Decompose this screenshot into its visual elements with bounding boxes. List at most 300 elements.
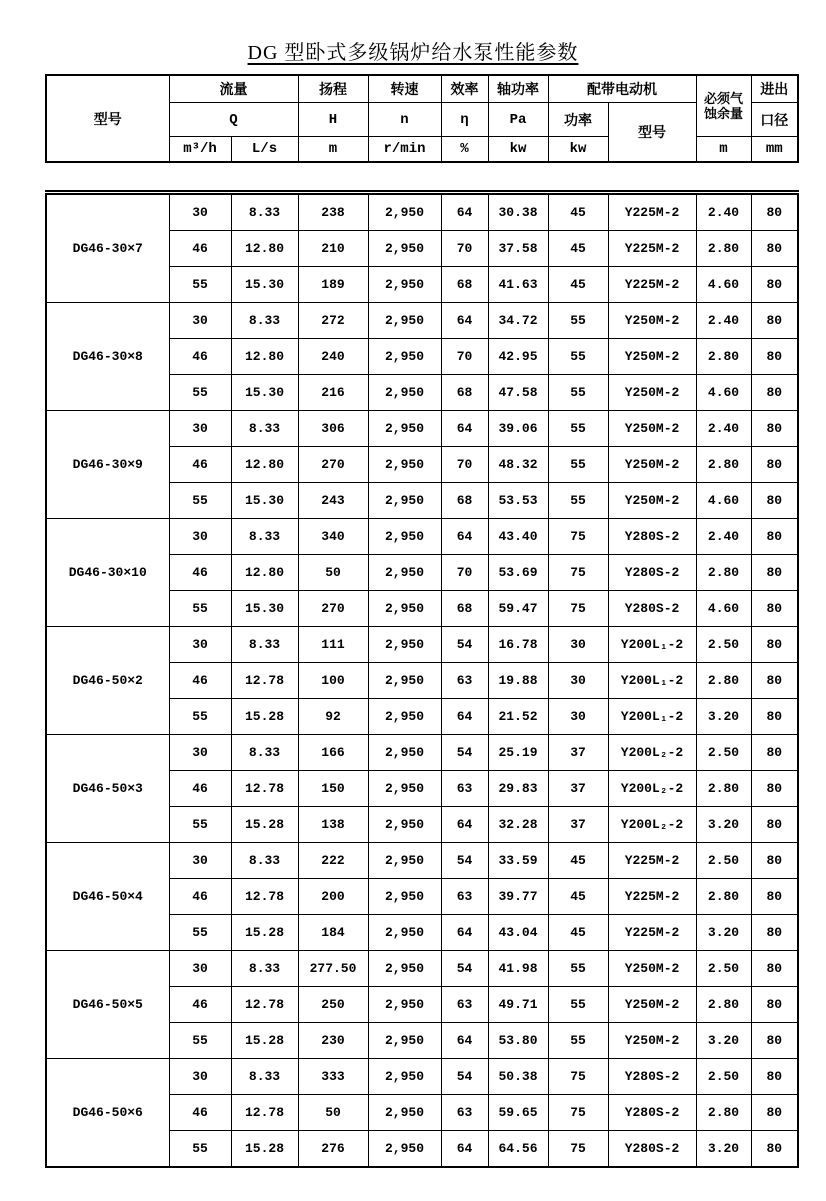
pump-model-cell: DG46-50×3 [46, 735, 169, 843]
head-cell: 277.50 [298, 951, 368, 987]
flow-ls-cell: 12.80 [231, 555, 298, 591]
port-diameter-cell: 80 [751, 411, 798, 447]
port-diameter-cell: 80 [751, 519, 798, 555]
npsh-cell: 2.80 [696, 339, 751, 375]
head-cell: 184 [298, 915, 368, 951]
port-diameter-cell: 80 [751, 1131, 798, 1168]
shaft-power-cell: 21.52 [488, 699, 548, 735]
head-cell: 50 [298, 1095, 368, 1131]
motor-power-cell: 55 [548, 411, 608, 447]
flow-ls-cell: 8.33 [231, 411, 298, 447]
motor-model-cell: Y280S-2 [608, 1131, 696, 1168]
motor-model-cell: Y250M-2 [608, 447, 696, 483]
header-unit-m3h: m³/h [169, 137, 231, 163]
motor-model-cell: Y200L₁-2 [608, 627, 696, 663]
motor-power-cell: 55 [548, 483, 608, 519]
flow-ls-cell: 12.78 [231, 879, 298, 915]
speed-cell: 2,950 [368, 193, 441, 231]
npsh-cell: 3.20 [696, 1131, 751, 1168]
flow-ls-cell: 15.28 [231, 807, 298, 843]
speed-cell: 2,950 [368, 483, 441, 519]
flow-ls-cell: 12.80 [231, 339, 298, 375]
efficiency-cell: 64 [441, 1023, 488, 1059]
pump-spec-body-table [45, 190, 799, 1168]
efficiency-cell: 54 [441, 951, 488, 987]
motor-model-cell: Y280S-2 [608, 1059, 696, 1095]
flow-m3h-cell: 55 [169, 915, 231, 951]
port-diameter-cell: 80 [751, 663, 798, 699]
motor-power-cell: 55 [548, 1023, 608, 1059]
speed-cell: 2,950 [368, 735, 441, 771]
npsh-cell: 2.40 [696, 519, 751, 555]
header-unit-npsh-m: m [696, 137, 751, 163]
port-diameter-cell: 80 [751, 303, 798, 339]
shaft-power-cell: 33.59 [488, 843, 548, 879]
motor-power-cell: 55 [548, 447, 608, 483]
head-cell: 111 [298, 627, 368, 663]
npsh-cell: 2.80 [696, 987, 751, 1023]
shaft-power-cell: 41.98 [488, 951, 548, 987]
header-head: 扬程 [298, 75, 368, 103]
motor-model-cell: Y250M-2 [608, 987, 696, 1023]
table-row [46, 519, 798, 555]
page-title: DG 型卧式多级锅炉给水泵性能参数 [247, 42, 579, 64]
speed-cell: 2,950 [368, 1095, 441, 1131]
header-unit-percent: % [441, 137, 488, 163]
motor-model-cell: Y250M-2 [608, 483, 696, 519]
flow-m3h-cell: 46 [169, 447, 231, 483]
efficiency-cell: 68 [441, 483, 488, 519]
shaft-power-cell: 25.19 [488, 735, 548, 771]
speed-cell: 2,950 [368, 807, 441, 843]
motor-model-cell: Y225M-2 [608, 915, 696, 951]
header-pump-model: 型号 [46, 75, 169, 162]
flow-ls-cell: 15.30 [231, 591, 298, 627]
motor-model-cell: Y250M-2 [608, 951, 696, 987]
flow-m3h-cell: 30 [169, 519, 231, 555]
flow-m3h-cell: 55 [169, 1131, 231, 1168]
motor-model-cell: Y225M-2 [608, 193, 696, 231]
flow-m3h-cell: 55 [169, 1023, 231, 1059]
efficiency-cell: 54 [441, 627, 488, 663]
motor-power-cell: 30 [548, 699, 608, 735]
pump-model-cell: DG46-30×7 [46, 193, 169, 303]
flow-m3h-cell: 46 [169, 1095, 231, 1131]
motor-model-cell: Y225M-2 [608, 267, 696, 303]
npsh-cell: 2.80 [696, 879, 751, 915]
efficiency-cell: 68 [441, 591, 488, 627]
speed-cell: 2,950 [368, 303, 441, 339]
shaft-power-cell: 64.56 [488, 1131, 548, 1168]
motor-power-cell: 75 [548, 1059, 608, 1095]
shaft-power-cell: 41.63 [488, 267, 548, 303]
header-unit-head-m: m [298, 137, 368, 163]
motor-model-cell: Y250M-2 [608, 411, 696, 447]
head-cell: 276 [298, 1131, 368, 1168]
flow-ls-cell: 15.28 [231, 915, 298, 951]
speed-cell: 2,950 [368, 267, 441, 303]
head-cell: 50 [298, 555, 368, 591]
shaft-power-cell: 39.06 [488, 411, 548, 447]
shaft-power-cell: 48.32 [488, 447, 548, 483]
head-cell: 100 [298, 663, 368, 699]
flow-ls-cell: 12.80 [231, 447, 298, 483]
shaft-power-cell: 50.38 [488, 1059, 548, 1095]
efficiency-cell: 68 [441, 375, 488, 411]
efficiency-cell: 63 [441, 987, 488, 1023]
port-diameter-cell: 80 [751, 231, 798, 267]
motor-model-cell: Y280S-2 [608, 555, 696, 591]
motor-power-cell: 45 [548, 843, 608, 879]
port-diameter-cell: 80 [751, 627, 798, 663]
head-cell: 272 [298, 303, 368, 339]
efficiency-cell: 64 [441, 193, 488, 231]
efficiency-cell: 63 [441, 879, 488, 915]
efficiency-cell: 54 [441, 843, 488, 879]
head-cell: 270 [298, 447, 368, 483]
port-diameter-cell: 80 [751, 375, 798, 411]
flow-m3h-cell: 30 [169, 303, 231, 339]
shaft-power-cell: 47.58 [488, 375, 548, 411]
head-cell: 166 [298, 735, 368, 771]
header-unit-rmin: r/min [368, 137, 441, 163]
table-row [46, 843, 798, 879]
flow-m3h-cell: 30 [169, 1059, 231, 1095]
pump-table-body [46, 193, 798, 1168]
motor-model-cell: Y225M-2 [608, 231, 696, 267]
npsh-cell: 2.40 [696, 193, 751, 231]
motor-model-cell: Y225M-2 [608, 879, 696, 915]
efficiency-cell: 64 [441, 807, 488, 843]
flow-ls-cell: 15.28 [231, 1131, 298, 1168]
flow-m3h-cell: 30 [169, 627, 231, 663]
head-cell: 340 [298, 519, 368, 555]
motor-model-cell: Y250M-2 [608, 1023, 696, 1059]
npsh-cell: 3.20 [696, 915, 751, 951]
motor-power-cell: 75 [548, 591, 608, 627]
motor-model-cell: Y200L₂-2 [608, 735, 696, 771]
motor-model-cell: Y200L₂-2 [608, 771, 696, 807]
speed-cell: 2,950 [368, 771, 441, 807]
npsh-cell: 2.50 [696, 735, 751, 771]
flow-m3h-cell: 30 [169, 411, 231, 447]
speed-cell: 2,950 [368, 375, 441, 411]
flow-m3h-cell: 46 [169, 555, 231, 591]
flow-m3h-cell: 46 [169, 987, 231, 1023]
header-head-symbol: H [298, 103, 368, 137]
header-row-1 [46, 75, 798, 103]
npsh-cell: 2.40 [696, 411, 751, 447]
motor-model-cell: Y250M-2 [608, 375, 696, 411]
head-cell: 216 [298, 375, 368, 411]
motor-power-cell: 30 [548, 627, 608, 663]
head-cell: 189 [298, 267, 368, 303]
head-cell: 238 [298, 193, 368, 231]
flow-ls-cell: 12.78 [231, 1095, 298, 1131]
efficiency-cell: 64 [441, 699, 488, 735]
header-speed: 转速 [368, 75, 441, 103]
npsh-cell: 2.80 [696, 771, 751, 807]
head-cell: 333 [298, 1059, 368, 1095]
motor-power-cell: 30 [548, 663, 608, 699]
header-unit-motor-kw: kw [548, 137, 608, 163]
efficiency-cell: 64 [441, 411, 488, 447]
flow-m3h-cell: 46 [169, 771, 231, 807]
flow-m3h-cell: 55 [169, 591, 231, 627]
header-motor: 配带电动机 [548, 75, 696, 103]
speed-cell: 2,950 [368, 627, 441, 663]
motor-power-cell: 75 [548, 1095, 608, 1131]
port-diameter-cell: 80 [751, 267, 798, 303]
efficiency-cell: 68 [441, 267, 488, 303]
motor-power-cell: 75 [548, 1131, 608, 1168]
flow-m3h-cell: 30 [169, 951, 231, 987]
motor-power-cell: 37 [548, 735, 608, 771]
efficiency-cell: 70 [441, 555, 488, 591]
speed-cell: 2,950 [368, 591, 441, 627]
port-diameter-cell: 80 [751, 483, 798, 519]
efficiency-cell: 70 [441, 231, 488, 267]
motor-model-cell: Y280S-2 [608, 1095, 696, 1131]
npsh-cell: 4.60 [696, 267, 751, 303]
shaft-power-cell: 53.80 [488, 1023, 548, 1059]
efficiency-cell: 64 [441, 519, 488, 555]
flow-m3h-cell: 55 [169, 375, 231, 411]
shaft-power-cell: 59.47 [488, 591, 548, 627]
npsh-cell: 2.80 [696, 231, 751, 267]
port-diameter-cell: 80 [751, 193, 798, 231]
flow-ls-cell: 12.78 [231, 663, 298, 699]
flow-ls-cell: 8.33 [231, 193, 298, 231]
efficiency-cell: 70 [441, 447, 488, 483]
shaft-power-cell: 49.71 [488, 987, 548, 1023]
table-row [46, 193, 798, 231]
flow-ls-cell: 8.33 [231, 951, 298, 987]
npsh-cell: 3.20 [696, 1023, 751, 1059]
motor-power-cell: 45 [548, 915, 608, 951]
efficiency-cell: 63 [441, 663, 488, 699]
head-cell: 306 [298, 411, 368, 447]
header-motor-power: 功率 [548, 103, 608, 137]
npsh-cell: 2.50 [696, 1059, 751, 1095]
npsh-cell: 4.60 [696, 591, 751, 627]
port-diameter-cell: 80 [751, 771, 798, 807]
header-port-line2: 口径 [751, 103, 798, 137]
motor-power-cell: 55 [548, 339, 608, 375]
motor-model-cell: Y225M-2 [608, 843, 696, 879]
head-cell: 250 [298, 987, 368, 1023]
shaft-power-cell: 59.65 [488, 1095, 548, 1131]
pump-model-cell: DG46-30×9 [46, 411, 169, 519]
npsh-cell: 2.80 [696, 555, 751, 591]
flow-m3h-cell: 46 [169, 339, 231, 375]
head-cell: 150 [298, 771, 368, 807]
efficiency-cell: 63 [441, 771, 488, 807]
header-npsh [696, 75, 751, 137]
speed-cell: 2,950 [368, 1023, 441, 1059]
pump-model-cell: DG46-30×8 [46, 303, 169, 411]
flow-ls-cell: 12.78 [231, 771, 298, 807]
header-flow-symbol: Q [169, 103, 298, 137]
port-diameter-cell: 80 [751, 1059, 798, 1095]
header-shaft-power: 轴功率 [488, 75, 548, 103]
port-diameter-cell: 80 [751, 987, 798, 1023]
motor-power-cell: 37 [548, 807, 608, 843]
speed-cell: 2,950 [368, 663, 441, 699]
motor-power-cell: 55 [548, 951, 608, 987]
shaft-power-cell: 34.72 [488, 303, 548, 339]
efficiency-cell: 64 [441, 303, 488, 339]
shaft-power-cell: 39.77 [488, 879, 548, 915]
port-diameter-cell: 80 [751, 447, 798, 483]
flow-m3h-cell: 46 [169, 663, 231, 699]
speed-cell: 2,950 [368, 555, 441, 591]
flow-ls-cell: 15.30 [231, 483, 298, 519]
speed-cell: 2,950 [368, 879, 441, 915]
shaft-power-cell: 43.40 [488, 519, 548, 555]
header-speed-symbol: n [368, 103, 441, 137]
flow-ls-cell: 15.28 [231, 1023, 298, 1059]
flow-ls-cell: 15.30 [231, 375, 298, 411]
speed-cell: 2,950 [368, 1131, 441, 1168]
head-cell: 230 [298, 1023, 368, 1059]
port-diameter-cell: 80 [751, 879, 798, 915]
motor-power-cell: 37 [548, 771, 608, 807]
shaft-power-cell: 16.78 [488, 627, 548, 663]
npsh-cell: 3.20 [696, 807, 751, 843]
header-efficiency: 效率 [441, 75, 488, 103]
motor-model-cell: Y250M-2 [608, 339, 696, 375]
efficiency-cell: 64 [441, 1131, 488, 1168]
motor-model-cell: Y250M-2 [608, 303, 696, 339]
shaft-power-cell: 53.69 [488, 555, 548, 591]
motor-model-cell: Y280S-2 [608, 519, 696, 555]
flow-m3h-cell: 30 [169, 735, 231, 771]
header-npsh-line1: 必须气 [703, 91, 743, 106]
table-row [46, 735, 798, 771]
head-cell: 200 [298, 879, 368, 915]
head-cell: 210 [298, 231, 368, 267]
header-efficiency-symbol: η [441, 103, 488, 137]
motor-power-cell: 75 [548, 555, 608, 591]
efficiency-cell: 54 [441, 1059, 488, 1095]
speed-cell: 2,950 [368, 987, 441, 1023]
flow-ls-cell: 12.78 [231, 987, 298, 1023]
efficiency-cell: 64 [441, 915, 488, 951]
port-diameter-cell: 80 [751, 735, 798, 771]
flow-m3h-cell: 55 [169, 483, 231, 519]
port-diameter-cell: 80 [751, 555, 798, 591]
port-diameter-cell: 80 [751, 1023, 798, 1059]
table-row [46, 627, 798, 663]
motor-model-cell: Y200L₁-2 [608, 699, 696, 735]
pump-spec-header-table [45, 74, 799, 163]
speed-cell: 2,950 [368, 339, 441, 375]
flow-ls-cell: 8.33 [231, 1059, 298, 1095]
port-diameter-cell: 80 [751, 843, 798, 879]
port-diameter-cell: 80 [751, 339, 798, 375]
speed-cell: 2,950 [368, 231, 441, 267]
port-diameter-cell: 80 [751, 591, 798, 627]
efficiency-cell: 63 [441, 1095, 488, 1131]
motor-power-cell: 55 [548, 987, 608, 1023]
flow-m3h-cell: 30 [169, 193, 231, 231]
header-unit-port-mm: mm [751, 137, 798, 163]
table-row [46, 1059, 798, 1095]
flow-ls-cell: 8.33 [231, 519, 298, 555]
header-npsh-line2: 蚀余量 [703, 106, 743, 121]
npsh-cell: 2.80 [696, 1095, 751, 1131]
motor-model-cell: Y200L₁-2 [608, 663, 696, 699]
flow-ls-cell: 15.28 [231, 699, 298, 735]
head-cell: 270 [298, 591, 368, 627]
npsh-cell: 2.80 [696, 663, 751, 699]
flow-ls-cell: 12.80 [231, 231, 298, 267]
flow-ls-cell: 8.33 [231, 303, 298, 339]
motor-power-cell: 55 [548, 375, 608, 411]
flow-m3h-cell: 55 [169, 807, 231, 843]
flow-m3h-cell: 30 [169, 843, 231, 879]
npsh-cell: 2.80 [696, 447, 751, 483]
shaft-power-cell: 19.88 [488, 663, 548, 699]
efficiency-cell: 54 [441, 735, 488, 771]
motor-power-cell: 55 [548, 303, 608, 339]
npsh-cell: 2.50 [696, 627, 751, 663]
speed-cell: 2,950 [368, 411, 441, 447]
shaft-power-cell: 42.95 [488, 339, 548, 375]
flow-m3h-cell: 55 [169, 699, 231, 735]
shaft-power-cell: 53.53 [488, 483, 548, 519]
header-flow: 流量 [169, 75, 298, 103]
pump-model-cell: DG46-50×2 [46, 627, 169, 735]
table-row [46, 951, 798, 987]
npsh-cell: 4.60 [696, 483, 751, 519]
port-diameter-cell: 80 [751, 915, 798, 951]
flow-ls-cell: 15.30 [231, 267, 298, 303]
npsh-cell: 4.60 [696, 375, 751, 411]
shaft-power-cell: 29.83 [488, 771, 548, 807]
header-shaft-power-symbol: Pa [488, 103, 548, 137]
port-diameter-cell: 80 [751, 951, 798, 987]
flow-ls-cell: 8.33 [231, 627, 298, 663]
flow-ls-cell: 8.33 [231, 843, 298, 879]
header-motor-model: 型号 [608, 103, 696, 163]
head-cell: 243 [298, 483, 368, 519]
shaft-power-cell: 37.58 [488, 231, 548, 267]
flow-m3h-cell: 55 [169, 267, 231, 303]
port-diameter-cell: 80 [751, 807, 798, 843]
motor-model-cell: Y280S-2 [608, 591, 696, 627]
motor-power-cell: 45 [548, 193, 608, 231]
npsh-cell: 2.40 [696, 303, 751, 339]
npsh-cell: 2.50 [696, 843, 751, 879]
shaft-power-cell: 32.28 [488, 807, 548, 843]
head-cell: 138 [298, 807, 368, 843]
speed-cell: 2,950 [368, 915, 441, 951]
table-row [46, 411, 798, 447]
head-cell: 92 [298, 699, 368, 735]
npsh-cell: 3.20 [696, 699, 751, 735]
shaft-power-cell: 30.38 [488, 193, 548, 231]
motor-power-cell: 45 [548, 231, 608, 267]
shaft-power-cell: 43.04 [488, 915, 548, 951]
pump-model-cell: DG46-30×10 [46, 519, 169, 627]
table-row [46, 303, 798, 339]
speed-cell: 2,950 [368, 447, 441, 483]
pump-model-cell: DG46-50×6 [46, 1059, 169, 1168]
header-port-line1: 进出 [751, 75, 798, 103]
speed-cell: 2,950 [368, 843, 441, 879]
